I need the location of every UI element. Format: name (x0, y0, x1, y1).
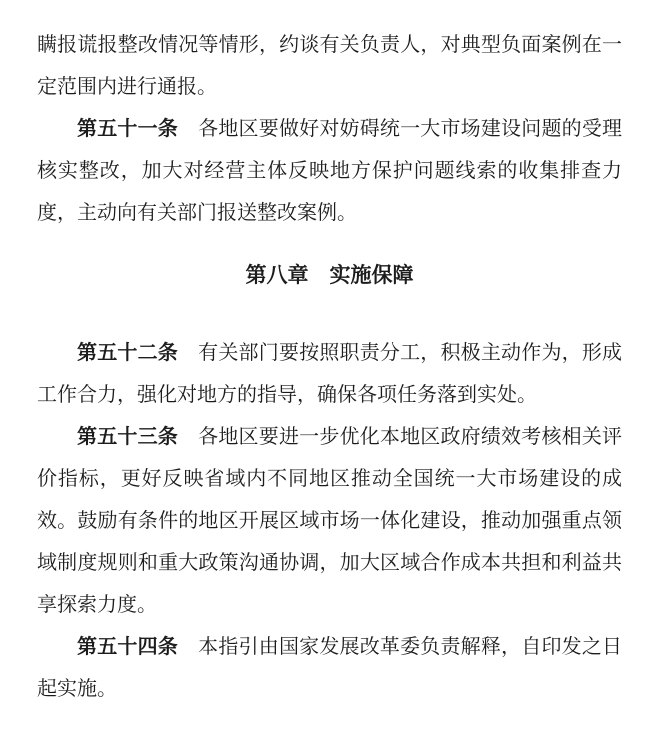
article-52-number: 第五十二条 (77, 340, 178, 364)
continuation-paragraph-text: 瞒报谎报整改情况等情形，约谈有关负责人，对典型负面案例在一定范围内进行通报。 (37, 32, 622, 98)
chapter-heading: 第八章 实施保障 (245, 262, 414, 287)
article-separator (178, 116, 198, 140)
article-53-body: 各地区要进一步优化本地区政府绩效考核相关评价指标，更好反映省域内不同地区推动全国统一大市场建设的成效。鼓励有条件的地区开展区域市场一体化建设，推动加强重点领域制度规则和重大政策沟通协调，加大区域合作成本共担和利益共享探索力度。 (37, 424, 623, 616)
article-51-paragraph (37, 107, 622, 233)
article-separator (178, 424, 198, 448)
continuation-paragraph (37, 23, 622, 107)
article-51-number: 第五十一条 (77, 116, 178, 140)
article-separator (178, 634, 198, 658)
article-52-body: 有关部门要按照职责分工，积极主动作为，形成工作合力，强化对地方的指导，确保各项任务落到实处。 (37, 340, 623, 406)
article-separator (178, 340, 198, 364)
article-54-body: 本指引由国家发展改革委负责解释，自印发之日起实施。 (37, 634, 623, 700)
article-51-body: 各地区要做好对妨碍统一大市场建设问题的受理核实整改，加大对经营主体反映地方保护问题线索的收集排查力度，主动向有关部门报送整改案例。 (37, 116, 623, 224)
article-53-paragraph (37, 415, 622, 625)
article-54-paragraph (37, 625, 622, 709)
article-52-paragraph (37, 331, 622, 415)
article-54-number: 第五十四条 (77, 634, 178, 658)
article-53-number: 第五十三条 (77, 424, 178, 448)
